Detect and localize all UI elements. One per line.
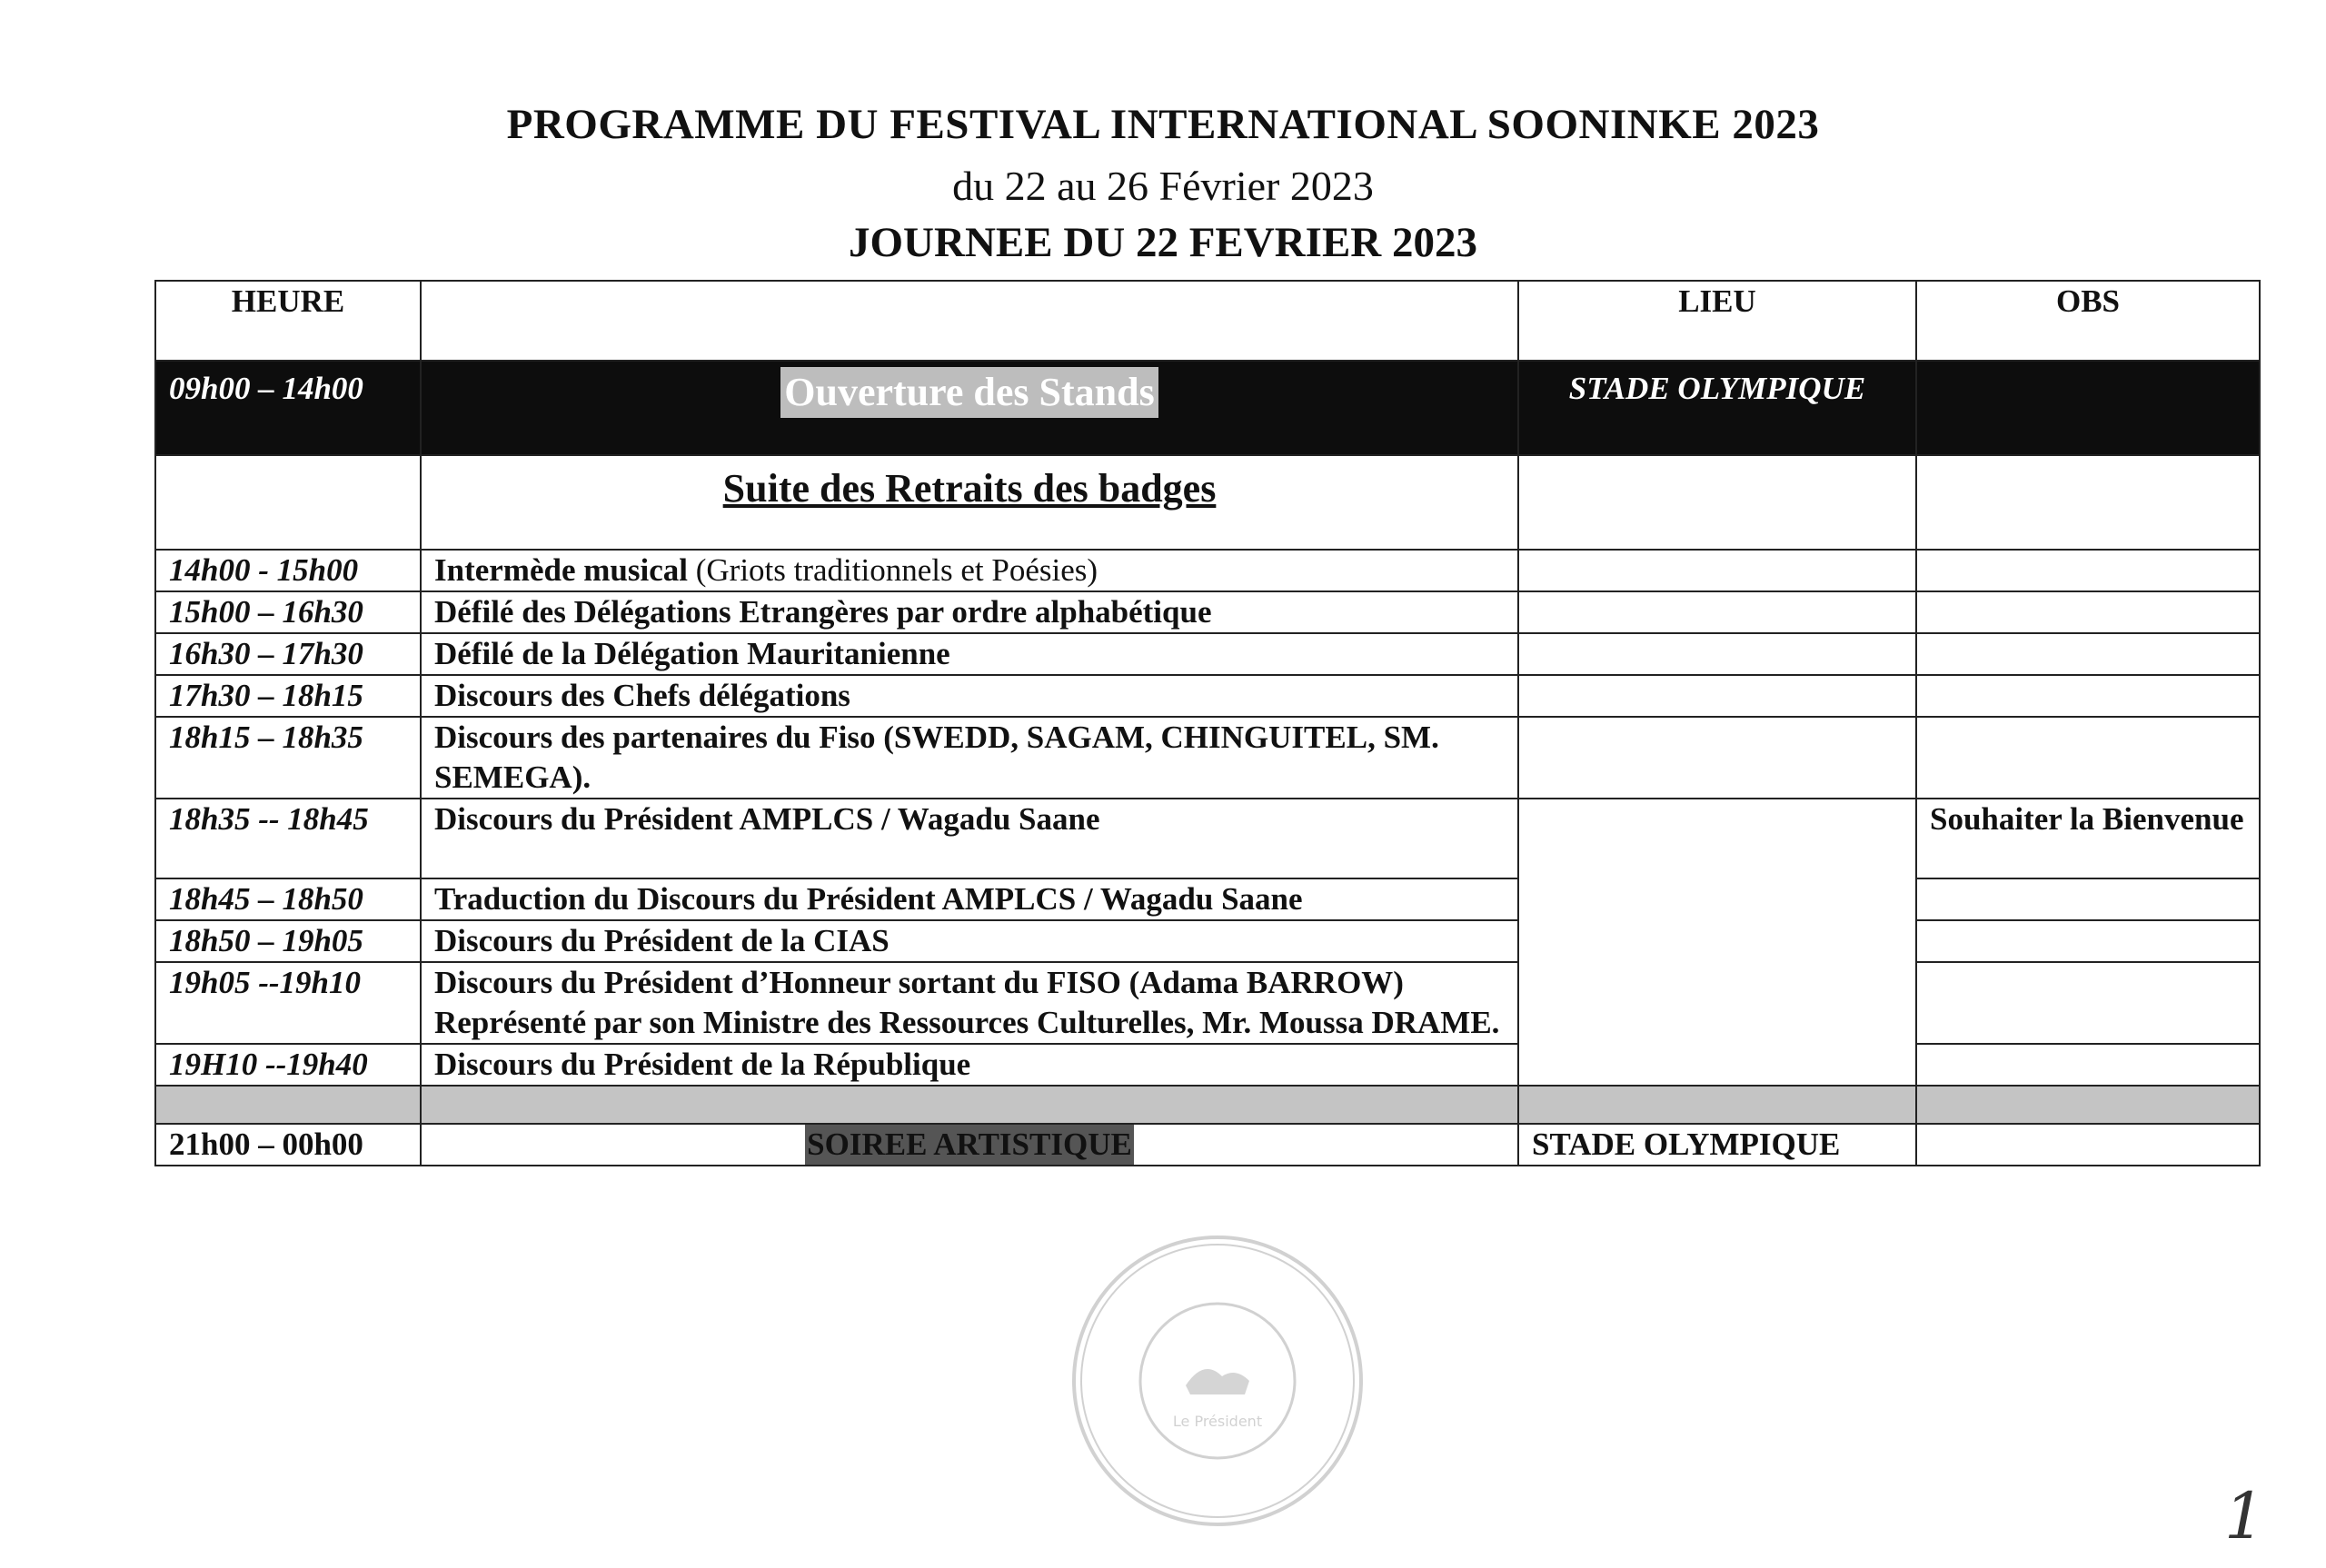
row-place <box>1518 455 1916 550</box>
row-obs <box>1916 920 2260 962</box>
page-number: 1 <box>2224 1479 2265 1553</box>
row-obs <box>1916 1124 2260 1166</box>
row-obs <box>1916 633 2260 675</box>
row-place <box>1518 717 1916 799</box>
table-row <box>155 1124 2260 1166</box>
event-label: SOIREE ARTISTIQUE <box>805 1125 1134 1165</box>
svg-text:Le Président: Le Président <box>1172 1413 1263 1430</box>
row-event: Discours des partenaires du Fiso (SWEDD, SAGAM, CHINGUITEL, SM. SEMEGA). <box>421 717 1518 799</box>
row-time: 15h00 – 16h30 <box>155 591 421 633</box>
row-time: 18h50 – 19h05 <box>155 920 421 962</box>
row-time: 17h30 – 18h15 <box>155 675 421 717</box>
row-event <box>421 550 1518 591</box>
row-event: Défilé des Délégations Etrangères par ordre alphabétique <box>421 591 1518 633</box>
programme-table <box>154 280 2261 1166</box>
row-obs <box>1916 591 2260 633</box>
row-event: Défilé de la Délégation Mauritanienne <box>421 633 1518 675</box>
row-event: Discours du Président d’Honneur sortant du FISO (Adama BARROW) Représenté par son Ministre des Ressources Culturelles, Mr. Moussa DRAME. <box>421 962 1518 1044</box>
table-row <box>155 550 2260 591</box>
row-event: Discours des Chefs délégations <box>421 675 1518 717</box>
table-row <box>155 799 2260 878</box>
row-time: 09h00 – 14h00 <box>155 361 421 455</box>
event-label: Suite des Retraits des badges <box>722 466 1217 511</box>
event-label: Ouverture des Stands <box>780 367 1158 418</box>
event-label-bold: Intermède musical <box>434 552 696 588</box>
table-row <box>155 455 2260 550</box>
header-event <box>421 281 1518 361</box>
row-obs <box>1916 361 2260 455</box>
row-time: 19h05 --19h10 <box>155 962 421 1044</box>
document-day: JOURNEE DU 22 FEVRIER 2023 <box>849 219 1477 266</box>
row-time: 19H10 --19h40 <box>155 1044 421 1086</box>
row-obs <box>1916 717 2260 799</box>
header-heure: HEURE <box>155 281 421 361</box>
row-time: 18h45 – 18h50 <box>155 878 421 920</box>
row-time <box>155 455 421 550</box>
table-row <box>155 878 2260 920</box>
table-row <box>155 591 2260 633</box>
header-lieu: LIEU <box>1518 281 1916 361</box>
row-place <box>1518 591 1916 633</box>
row-event: Discours du Président AMPLCS / Wagadu Saane <box>421 799 1518 878</box>
table-separator-row <box>155 1086 2260 1124</box>
row-time: 21h00 – 00h00 <box>155 1124 421 1166</box>
row-time: 16h30 – 17h30 <box>155 633 421 675</box>
separator-cell <box>421 1086 1518 1124</box>
table-header-row <box>155 281 2260 361</box>
document-title: PROGRAMME DU FESTIVAL INTERNATIONAL SOONINKE 2023 <box>506 101 1820 148</box>
table-row <box>155 920 2260 962</box>
row-event <box>421 1124 1518 1166</box>
row-place <box>1518 799 1916 1086</box>
separator-cell <box>155 1086 421 1124</box>
table-row <box>155 962 2260 1044</box>
row-obs <box>1916 878 2260 920</box>
row-obs <box>1916 675 2260 717</box>
document-dates: du 22 au 26 Février 2023 <box>952 163 1374 209</box>
row-place <box>1518 675 1916 717</box>
association-stamp <box>1068 1231 1367 1531</box>
table-row <box>155 361 2260 455</box>
row-time: 18h35 -- 18h45 <box>155 799 421 878</box>
row-place: STADE OLYMPIQUE <box>1518 1124 1916 1166</box>
stamp-bird-icon <box>1186 1369 1249 1394</box>
row-place <box>1518 550 1916 591</box>
row-obs <box>1916 455 2260 550</box>
row-obs <box>1916 1044 2260 1086</box>
row-place: STADE OLYMPIQUE <box>1518 361 1916 455</box>
header-obs: OBS <box>1916 281 2260 361</box>
row-obs <box>1916 962 2260 1044</box>
separator-cell <box>1916 1086 2260 1124</box>
row-obs: Souhaiter la Bienvenue <box>1916 799 2260 878</box>
row-obs <box>1916 550 2260 591</box>
row-event <box>421 361 1518 455</box>
row-place <box>1518 633 1916 675</box>
row-event <box>421 455 1518 550</box>
table-row <box>155 717 2260 799</box>
separator-cell <box>1518 1086 1916 1124</box>
table-row <box>155 633 2260 675</box>
row-event: Discours du Président de la CIAS <box>421 920 1518 962</box>
row-time: 14h00 - 15h00 <box>155 550 421 591</box>
row-event: Discours du Président de la République <box>421 1044 1518 1086</box>
row-event: Traduction du Discours du Président AMPLCS / Wagadu Saane <box>421 878 1518 920</box>
table-row <box>155 1044 2260 1086</box>
table-row <box>155 675 2260 717</box>
event-label-normal: (Griots traditionnels et Poésies) <box>695 552 1098 588</box>
row-time: 18h15 – 18h35 <box>155 717 421 799</box>
